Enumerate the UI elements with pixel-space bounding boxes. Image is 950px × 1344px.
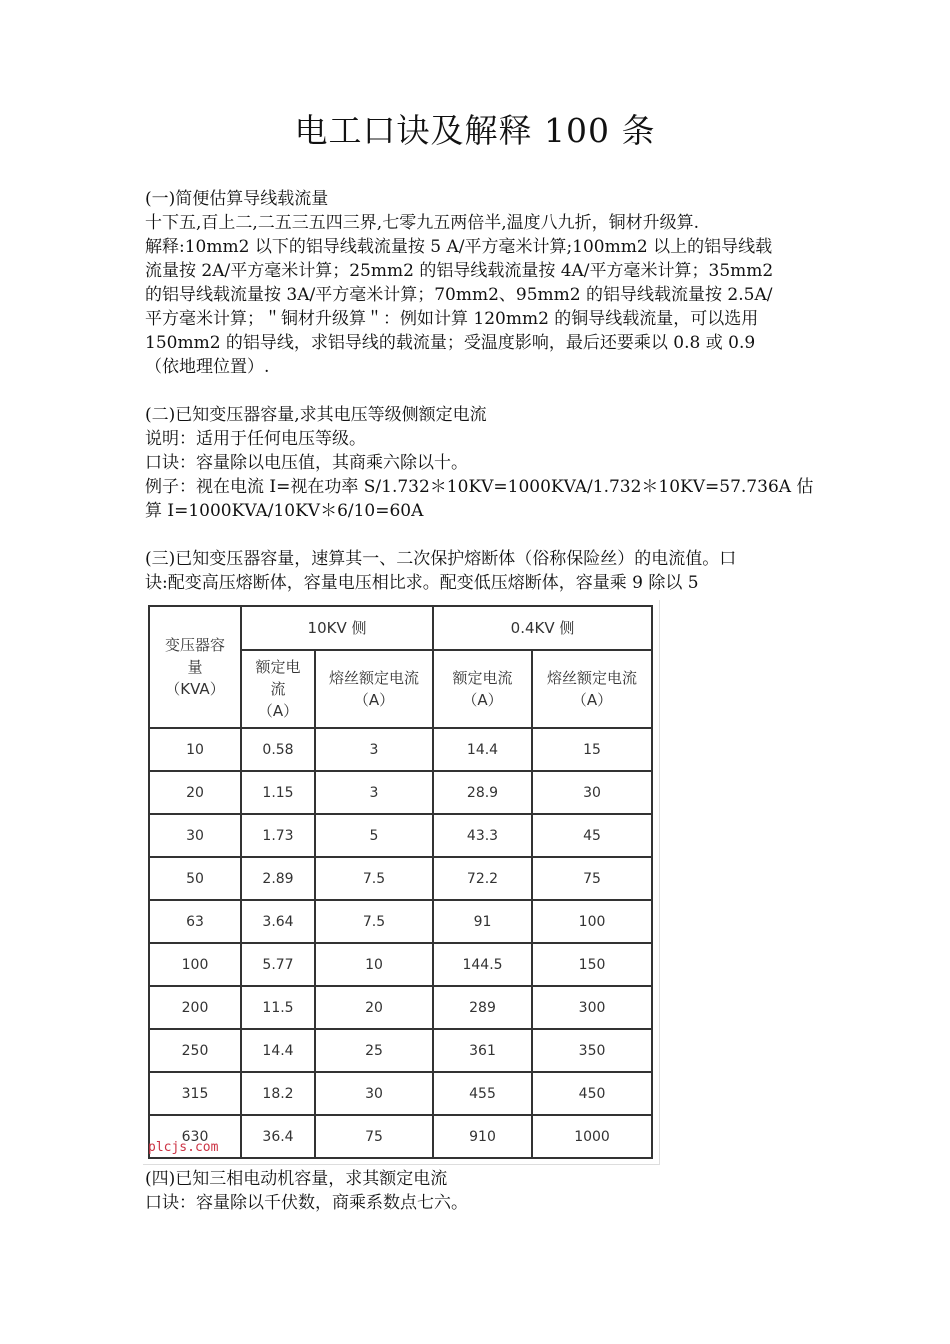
- lv-rated-current-header: [433, 650, 532, 728]
- table-cell: 289: [433, 986, 532, 1029]
- table-cell: 50: [149, 857, 241, 900]
- table-cell: 5.77: [241, 943, 315, 986]
- section2-heading: (二)已知变压器容量,求其电压等级侧额定电流: [145, 405, 487, 425]
- table-cell: 30: [315, 1072, 433, 1115]
- table-cell: 10: [315, 943, 433, 986]
- section1-line: 解释:10mm2 以下的铝导线载流量按 5 A/平方毫米计算;100mm2 以上的铝导线载: [145, 237, 773, 257]
- header-label: 熔丝额定电流: [547, 669, 638, 687]
- table-cell: 0.58: [241, 728, 315, 771]
- table-cell: 72.2: [433, 857, 532, 900]
- table-cell: 100: [532, 900, 652, 943]
- table-cell: 250: [149, 1029, 241, 1072]
- table-cell: 20: [149, 771, 241, 814]
- header-unit: （A）: [257, 702, 299, 720]
- table-cell: 5: [315, 814, 433, 857]
- table-cell: 361: [433, 1029, 532, 1072]
- table-cell: 1.73: [241, 814, 315, 857]
- table-cell: 1000: [532, 1115, 652, 1158]
- section1-line: 的铝导线载流量按 3A/平方毫米计算；70mm2、95mm2 的铝导线载流量按 2.5A/: [145, 285, 773, 305]
- table-row: [149, 771, 652, 814]
- header-label: 额定电流: [452, 669, 513, 687]
- table-cell: 315: [149, 1072, 241, 1115]
- table-row: [149, 900, 652, 943]
- capacity-header: [149, 606, 241, 728]
- table-row: [149, 986, 652, 1029]
- table-cell: 25: [315, 1029, 433, 1072]
- header-label: 额定电流: [255, 658, 301, 698]
- table-cell: 75: [532, 857, 652, 900]
- section1-line: 150mm2 的铝导线，求铝导线的载流量；受温度影响，最后还要乘以 0.8 或 0.9: [145, 333, 756, 353]
- hv-side-header: 10KV 侧: [241, 606, 433, 650]
- section2-line: 例子：视在电流 I=视在功率 S/1.732＊10KV=1000KVA/1.732＊10KV=57.736A 估: [145, 477, 814, 497]
- table-cell: 14.4: [433, 728, 532, 771]
- table-cell: 43.3: [433, 814, 532, 857]
- table-cell: 450: [532, 1072, 652, 1115]
- header-unit: （A）: [571, 691, 613, 709]
- hv-fuse-current-header: [315, 650, 433, 728]
- table-cell: 30: [532, 771, 652, 814]
- transformer-fuse-table-image: [143, 600, 660, 1165]
- table-cell: 91: [433, 900, 532, 943]
- watermark: plcjs.com: [148, 1140, 219, 1155]
- section1-line: 流量按 2A/平方毫米计算；25mm2 的铝导线载流量按 4A/平方毫米计算；35mm2: [145, 261, 774, 281]
- lv-fuse-current-header: [532, 650, 652, 728]
- transformer-fuse-table: [148, 605, 653, 1159]
- table-cell: 15: [532, 728, 652, 771]
- section1-line: 十下五,百上二,二五三五四三界,七零九五两倍半,温度八九折，铜材升级算.: [145, 213, 700, 233]
- table-cell: 150: [532, 943, 652, 986]
- section1-line: 平方毫米计算；＂铜材升级算＂：例如计算 120mm2 的铜导线载流量，可以选用: [145, 309, 759, 329]
- table-cell: 200: [149, 986, 241, 1029]
- section4-heading: (四)已知三相电动机容量，求其额定电流: [145, 1169, 448, 1189]
- table-cell: 75: [315, 1115, 433, 1158]
- table-cell: 3: [315, 771, 433, 814]
- hv-rated-current-header: [241, 650, 315, 728]
- table-row: [149, 814, 652, 857]
- table-cell: 11.5: [241, 986, 315, 1029]
- table-cell: 63: [149, 900, 241, 943]
- table-cell: 14.4: [241, 1029, 315, 1072]
- table-row: [149, 1072, 652, 1115]
- document-title: 电工口诀及解释 100 条: [294, 111, 656, 150]
- table-cell: 28.9: [433, 771, 532, 814]
- table-cell: 30: [149, 814, 241, 857]
- table-cell: 20: [315, 986, 433, 1029]
- capacity-header-unit: （KVA）: [165, 680, 225, 698]
- table-cell: 7.5: [315, 900, 433, 943]
- table-cell: 18.2: [241, 1072, 315, 1115]
- table-cell: 1.15: [241, 771, 315, 814]
- section3-line: 诀:配变高压熔断体，容量电压相比求。配变低压熔断体，容量乘 9 除以 5: [145, 573, 699, 593]
- header-unit: （A）: [353, 691, 395, 709]
- lv-side-header: 0.4KV 侧: [433, 606, 652, 650]
- table-row: [149, 857, 652, 900]
- table-cell: 630: [149, 1115, 241, 1158]
- section3-heading: (三)已知变压器容量，速算其一、二次保护熔断体（俗称保险丝）的电流值。口: [145, 549, 737, 569]
- table-cell: 7.5: [315, 857, 433, 900]
- table-cell: 350: [532, 1029, 652, 1072]
- table-cell: 2.89: [241, 857, 315, 900]
- section1-line: （依地理位置）.: [145, 357, 270, 377]
- table-cell: 910: [433, 1115, 532, 1158]
- section4-line: 口诀：容量除以千伏数，商乘系数点七六。: [145, 1193, 468, 1213]
- table-cell: 36.4: [241, 1115, 315, 1158]
- table-cell: 455: [433, 1072, 532, 1115]
- section2-line: 算 I=1000KVA/10KV＊6/10=60A: [145, 501, 424, 521]
- section2-line: 说明：适用于任何电压等级。: [145, 429, 366, 449]
- table-row: [149, 1115, 652, 1158]
- header-label: 熔丝额定电流: [329, 669, 420, 687]
- section1-heading: (一)简便估算导线载流量: [145, 189, 329, 209]
- table-cell: 45: [532, 814, 652, 857]
- table-cell: 3.64: [241, 900, 315, 943]
- header-unit: （A）: [462, 691, 503, 709]
- table-cell: 144.5: [433, 943, 532, 986]
- table-row: [149, 1029, 652, 1072]
- table-cell: 10: [149, 728, 241, 771]
- table-row: [149, 943, 652, 986]
- table-cell: 3: [315, 728, 433, 771]
- table-cell: 300: [532, 986, 652, 1029]
- capacity-header-label: 变压器容量: [164, 636, 225, 676]
- section2-line: 口诀：容量除以电压值，其商乘六除以十。: [145, 453, 468, 473]
- table-row: [149, 728, 652, 771]
- table-cell: 100: [149, 943, 241, 986]
